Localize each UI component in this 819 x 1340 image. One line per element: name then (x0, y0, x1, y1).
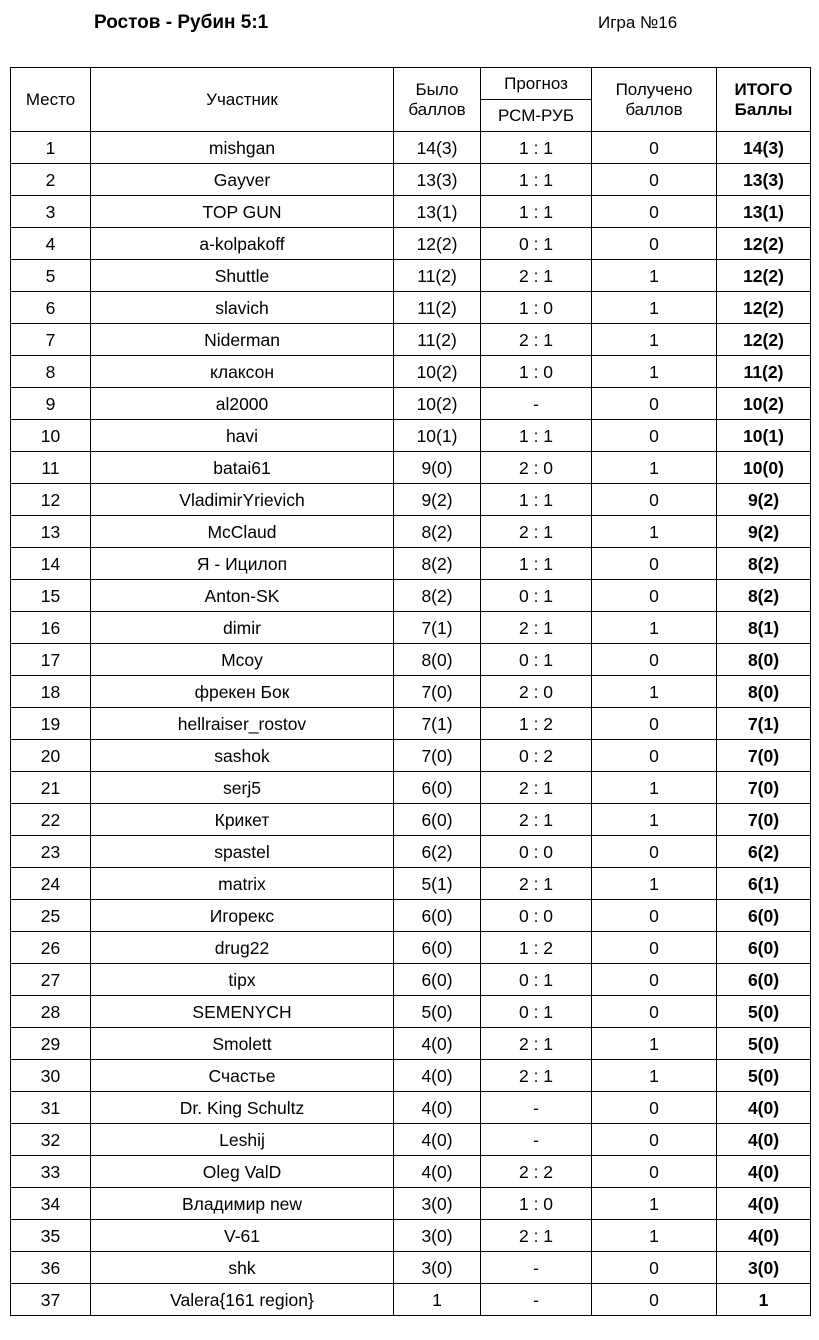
cell-total: 5(0) (717, 1028, 811, 1060)
cell-total: 6(1) (717, 868, 811, 900)
cell-place: 34 (11, 1188, 91, 1220)
cell-got-points: 0 (592, 644, 717, 676)
table-row (11, 740, 811, 772)
table-row (11, 356, 811, 388)
cell-forecast: 0 : 0 (481, 900, 592, 932)
table-row (11, 580, 811, 612)
cell-total: 10(1) (717, 420, 811, 452)
cell-forecast: 2 : 0 (481, 452, 592, 484)
cell-total: 3(0) (717, 1252, 811, 1284)
cell-total: 14(3) (717, 132, 811, 164)
cell-participant: фрекен Бок (91, 676, 394, 708)
cell-participant: batai61 (91, 452, 394, 484)
cell-forecast: 0 : 1 (481, 228, 592, 260)
cell-was-points: 4(0) (394, 1156, 481, 1188)
cell-got-points: 1 (592, 292, 717, 324)
cell-forecast: 2 : 1 (481, 868, 592, 900)
cell-got-points: 0 (592, 1156, 717, 1188)
cell-participant: Anton-SK (91, 580, 394, 612)
cell-participant: клаксон (91, 356, 394, 388)
cell-was-points: 14(3) (394, 132, 481, 164)
table-row (11, 484, 811, 516)
cell-got-points: 1 (592, 356, 717, 388)
cell-total: 7(1) (717, 708, 811, 740)
cell-participant: tipx (91, 964, 394, 996)
cell-participant: Mcoy (91, 644, 394, 676)
cell-got-points: 0 (592, 1124, 717, 1156)
cell-got-points: 0 (592, 1092, 717, 1124)
cell-participant: serj5 (91, 772, 394, 804)
cell-got-points: 0 (592, 548, 717, 580)
cell-total: 4(0) (717, 1220, 811, 1252)
cell-place: 33 (11, 1156, 91, 1188)
cell-got-points: 1 (592, 772, 717, 804)
cell-total: 10(2) (717, 388, 811, 420)
cell-forecast: - (481, 1284, 592, 1316)
cell-was-points: 5(1) (394, 868, 481, 900)
cell-participant: Leshij (91, 1124, 394, 1156)
table-row (11, 1220, 811, 1252)
cell-participant: sashok (91, 740, 394, 772)
cell-was-points: 11(2) (394, 324, 481, 356)
cell-place: 26 (11, 932, 91, 964)
cell-got-points: 1 (592, 868, 717, 900)
cell-forecast: 0 : 1 (481, 964, 592, 996)
cell-got-points: 0 (592, 580, 717, 612)
cell-total: 11(2) (717, 356, 811, 388)
table-row (11, 1028, 811, 1060)
cell-was-points: 3(0) (394, 1220, 481, 1252)
cell-got-points: 1 (592, 324, 717, 356)
cell-participant: McClaud (91, 516, 394, 548)
cell-got-points: 0 (592, 996, 717, 1028)
cell-forecast: - (481, 1252, 592, 1284)
cell-participant: Я - Ицилоп (91, 548, 394, 580)
cell-was-points: 7(1) (394, 708, 481, 740)
cell-was-points: 9(0) (394, 452, 481, 484)
cell-participant: Игорекс (91, 900, 394, 932)
cell-got-points: 0 (592, 388, 717, 420)
cell-place: 2 (11, 164, 91, 196)
got-line2: баллов (625, 99, 683, 119)
cell-participant: dimir (91, 612, 394, 644)
cell-forecast: 1 : 1 (481, 196, 592, 228)
cell-forecast: 1 : 1 (481, 420, 592, 452)
cell-participant: drug22 (91, 932, 394, 964)
cell-place: 32 (11, 1124, 91, 1156)
cell-was-points: 13(1) (394, 196, 481, 228)
cell-was-points: 7(1) (394, 612, 481, 644)
cell-place: 12 (11, 484, 91, 516)
cell-participant: Крикет (91, 804, 394, 836)
cell-was-points: 1 (394, 1284, 481, 1316)
table-row (11, 612, 811, 644)
results-table (10, 67, 811, 1316)
cell-place: 24 (11, 868, 91, 900)
table-row (11, 260, 811, 292)
cell-place: 23 (11, 836, 91, 868)
cell-got-points: 0 (592, 740, 717, 772)
cell-place: 1 (11, 132, 91, 164)
cell-forecast: 1 : 0 (481, 292, 592, 324)
cell-got-points: 1 (592, 1188, 717, 1220)
cell-forecast: 2 : 1 (481, 324, 592, 356)
column-header-total (717, 68, 811, 132)
cell-place: 8 (11, 356, 91, 388)
cell-was-points: 4(0) (394, 1028, 481, 1060)
cell-place: 17 (11, 644, 91, 676)
table-row (11, 1124, 811, 1156)
cell-place: 29 (11, 1028, 91, 1060)
cell-participant: Oleg ValD (91, 1156, 394, 1188)
cell-total: 8(2) (717, 580, 811, 612)
cell-forecast: 1 : 1 (481, 484, 592, 516)
cell-place: 27 (11, 964, 91, 996)
cell-was-points: 6(2) (394, 836, 481, 868)
cell-got-points: 0 (592, 164, 717, 196)
total-line2: Баллы (734, 99, 793, 119)
cell-got-points: 0 (592, 932, 717, 964)
cell-total: 6(2) (717, 836, 811, 868)
cell-got-points: 0 (592, 132, 717, 164)
cell-forecast: - (481, 1124, 592, 1156)
table-row (11, 1092, 811, 1124)
cell-was-points: 12(2) (394, 228, 481, 260)
cell-forecast: 1 : 0 (481, 1188, 592, 1220)
document-header (0, 10, 819, 40)
cell-place: 5 (11, 260, 91, 292)
table-row (11, 324, 811, 356)
cell-was-points: 8(2) (394, 580, 481, 612)
game-number: Игра №16 (598, 13, 678, 32)
cell-total: 9(2) (717, 484, 811, 516)
cell-was-points: 4(0) (394, 1092, 481, 1124)
cell-forecast: 2 : 1 (481, 1220, 592, 1252)
cell-got-points: 0 (592, 196, 717, 228)
cell-total: 12(2) (717, 228, 811, 260)
cell-total: 13(3) (717, 164, 811, 196)
column-header-was-points (394, 68, 481, 132)
cell-total: 13(1) (717, 196, 811, 228)
cell-forecast: - (481, 1092, 592, 1124)
column-header-got-points (592, 68, 717, 132)
cell-total: 4(0) (717, 1092, 811, 1124)
cell-total: 5(0) (717, 996, 811, 1028)
cell-place: 37 (11, 1284, 91, 1316)
table-row (11, 1156, 811, 1188)
cell-place: 14 (11, 548, 91, 580)
cell-forecast: 1 : 0 (481, 356, 592, 388)
table-row (11, 676, 811, 708)
cell-was-points: 6(0) (394, 964, 481, 996)
cell-forecast: 2 : 1 (481, 612, 592, 644)
table-row (11, 1284, 811, 1316)
cell-participant: Smolett (91, 1028, 394, 1060)
cell-place: 11 (11, 452, 91, 484)
cell-forecast: 2 : 1 (481, 260, 592, 292)
cell-forecast: 0 : 1 (481, 580, 592, 612)
cell-forecast: 0 : 1 (481, 644, 592, 676)
cell-total: 4(0) (717, 1124, 811, 1156)
cell-forecast: 2 : 2 (481, 1156, 592, 1188)
cell-was-points: 3(0) (394, 1188, 481, 1220)
column-header-forecast: Прогноз (481, 68, 592, 100)
cell-was-points: 6(0) (394, 932, 481, 964)
cell-forecast: 0 : 2 (481, 740, 592, 772)
cell-total: 12(2) (717, 292, 811, 324)
cell-participant: havi (91, 420, 394, 452)
cell-participant: Shuttle (91, 260, 394, 292)
cell-place: 15 (11, 580, 91, 612)
cell-got-points: 1 (592, 1028, 717, 1060)
cell-got-points: 0 (592, 484, 717, 516)
cell-was-points: 13(3) (394, 164, 481, 196)
cell-forecast: 1 : 1 (481, 132, 592, 164)
cell-participant: SEMENYCH (91, 996, 394, 1028)
cell-participant: spastel (91, 836, 394, 868)
cell-place: 4 (11, 228, 91, 260)
table-row (11, 868, 811, 900)
cell-got-points: 0 (592, 1252, 717, 1284)
column-header-place: Место (11, 68, 91, 132)
table-row (11, 1188, 811, 1220)
results-body (11, 132, 811, 1316)
cell-place: 7 (11, 324, 91, 356)
cell-place: 13 (11, 516, 91, 548)
cell-total: 4(0) (717, 1156, 811, 1188)
table-row (11, 996, 811, 1028)
table-row (11, 900, 811, 932)
cell-was-points: 10(2) (394, 388, 481, 420)
table-row (11, 772, 811, 804)
cell-forecast: 2 : 0 (481, 676, 592, 708)
cell-forecast: 1 : 1 (481, 164, 592, 196)
cell-participant: Niderman (91, 324, 394, 356)
cell-got-points: 1 (592, 1220, 717, 1252)
cell-got-points: 1 (592, 612, 717, 644)
cell-was-points: 9(2) (394, 484, 481, 516)
table-row (11, 452, 811, 484)
table-row (11, 516, 811, 548)
table-row (11, 388, 811, 420)
cell-got-points: 1 (592, 516, 717, 548)
cell-total: 9(2) (717, 516, 811, 548)
total-line1: ИТОГО (734, 79, 793, 99)
cell-place: 19 (11, 708, 91, 740)
cell-participant: Gayver (91, 164, 394, 196)
cell-got-points: 1 (592, 260, 717, 292)
cell-forecast: 2 : 1 (481, 804, 592, 836)
cell-place: 9 (11, 388, 91, 420)
table-row (11, 1252, 811, 1284)
cell-forecast: 1 : 2 (481, 932, 592, 964)
cell-total: 8(0) (717, 676, 811, 708)
cell-participant: a-kolpakoff (91, 228, 394, 260)
cell-total: 10(0) (717, 452, 811, 484)
cell-place: 16 (11, 612, 91, 644)
cell-was-points: 8(2) (394, 548, 481, 580)
cell-forecast: 2 : 1 (481, 1060, 592, 1092)
cell-place: 10 (11, 420, 91, 452)
cell-was-points: 3(0) (394, 1252, 481, 1284)
cell-total: 8(1) (717, 612, 811, 644)
cell-participant: mishgan (91, 132, 394, 164)
cell-got-points: 1 (592, 676, 717, 708)
table-row (11, 836, 811, 868)
cell-participant: hellraiser_rostov (91, 708, 394, 740)
table-row (11, 1060, 811, 1092)
cell-got-points: 0 (592, 420, 717, 452)
cell-got-points: 0 (592, 900, 717, 932)
cell-got-points: 0 (592, 1284, 717, 1316)
cell-participant: Valera{161 region} (91, 1284, 394, 1316)
table-row (11, 420, 811, 452)
cell-place: 28 (11, 996, 91, 1028)
cell-total: 4(0) (717, 1188, 811, 1220)
cell-was-points: 11(2) (394, 292, 481, 324)
cell-forecast: 0 : 0 (481, 836, 592, 868)
cell-total: 12(2) (717, 324, 811, 356)
table-row (11, 164, 811, 196)
cell-total: 7(0) (717, 740, 811, 772)
cell-participant: Владимир new (91, 1188, 394, 1220)
cell-total: 6(0) (717, 900, 811, 932)
cell-place: 31 (11, 1092, 91, 1124)
cell-was-points: 6(0) (394, 900, 481, 932)
table-row (11, 932, 811, 964)
cell-got-points: 0 (592, 708, 717, 740)
table-row (11, 804, 811, 836)
cell-got-points: 1 (592, 452, 717, 484)
column-header-participant: Участник (91, 68, 394, 132)
cell-was-points: 10(2) (394, 356, 481, 388)
cell-place: 30 (11, 1060, 91, 1092)
cell-was-points: 6(0) (394, 804, 481, 836)
cell-got-points: 0 (592, 964, 717, 996)
cell-total: 8(0) (717, 644, 811, 676)
table-row (11, 548, 811, 580)
cell-was-points: 6(0) (394, 772, 481, 804)
cell-participant: Счастье (91, 1060, 394, 1092)
cell-place: 18 (11, 676, 91, 708)
cell-was-points: 5(0) (394, 996, 481, 1028)
cell-total: 12(2) (717, 260, 811, 292)
cell-was-points: 4(0) (394, 1124, 481, 1156)
table-row (11, 132, 811, 164)
cell-place: 3 (11, 196, 91, 228)
cell-forecast: - (481, 388, 592, 420)
cell-forecast: 2 : 1 (481, 1028, 592, 1060)
cell-place: 35 (11, 1220, 91, 1252)
cell-participant: Dr. King Schultz (91, 1092, 394, 1124)
cell-forecast: 1 : 2 (481, 708, 592, 740)
cell-participant: TOP GUN (91, 196, 394, 228)
cell-got-points: 1 (592, 1060, 717, 1092)
cell-got-points: 1 (592, 804, 717, 836)
cell-was-points: 11(2) (394, 260, 481, 292)
cell-was-points: 4(0) (394, 1060, 481, 1092)
cell-total: 8(2) (717, 548, 811, 580)
cell-forecast: 2 : 1 (481, 516, 592, 548)
cell-total: 5(0) (717, 1060, 811, 1092)
cell-place: 21 (11, 772, 91, 804)
got-line1: Получено (615, 79, 693, 99)
cell-place: 20 (11, 740, 91, 772)
table-row (11, 964, 811, 996)
cell-participant: shk (91, 1252, 394, 1284)
column-header-forecast-sub: РСМ-РУБ (481, 100, 592, 132)
cell-got-points: 0 (592, 228, 717, 260)
table-row (11, 644, 811, 676)
cell-was-points: 8(2) (394, 516, 481, 548)
cell-total: 7(0) (717, 804, 811, 836)
header-row (11, 68, 811, 100)
cell-place: 25 (11, 900, 91, 932)
cell-total: 1 (717, 1284, 811, 1316)
cell-got-points: 0 (592, 836, 717, 868)
cell-total: 7(0) (717, 772, 811, 804)
cell-place: 22 (11, 804, 91, 836)
cell-was-points: 10(1) (394, 420, 481, 452)
was-line1: Было (415, 79, 459, 99)
table-row (11, 292, 811, 324)
cell-participant: slavich (91, 292, 394, 324)
cell-forecast: 0 : 1 (481, 996, 592, 1028)
cell-total: 6(0) (717, 964, 811, 996)
cell-was-points: 7(0) (394, 676, 481, 708)
table-row (11, 196, 811, 228)
cell-total: 6(0) (717, 932, 811, 964)
cell-participant: V-61 (91, 1220, 394, 1252)
cell-was-points: 7(0) (394, 740, 481, 772)
table-row (11, 708, 811, 740)
was-line2: баллов (408, 99, 466, 119)
match-title: Ростов - Рубин 5:1 (94, 12, 269, 33)
cell-place: 6 (11, 292, 91, 324)
table-row (11, 228, 811, 260)
cell-participant: matrix (91, 868, 394, 900)
cell-participant: VladimirYrievich (91, 484, 394, 516)
cell-was-points: 8(0) (394, 644, 481, 676)
cell-place: 36 (11, 1252, 91, 1284)
cell-forecast: 1 : 1 (481, 548, 592, 580)
cell-forecast: 2 : 1 (481, 772, 592, 804)
cell-participant: al2000 (91, 388, 394, 420)
